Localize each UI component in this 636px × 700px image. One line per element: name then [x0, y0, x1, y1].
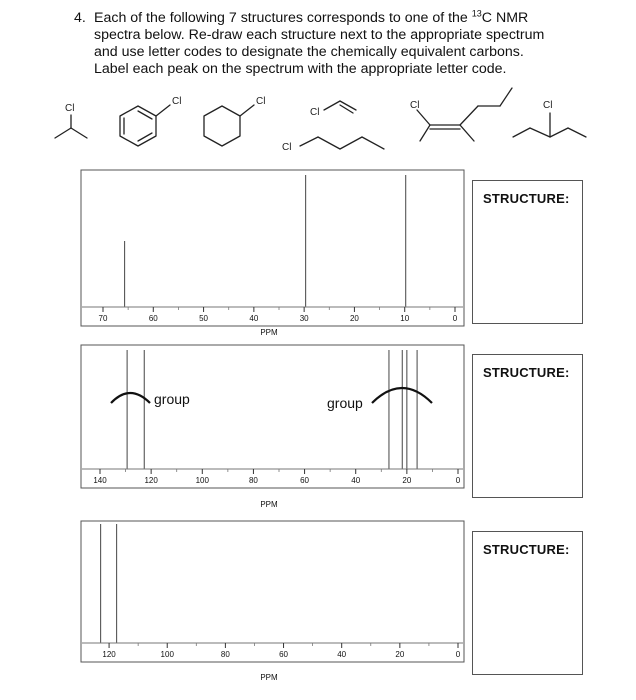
- structure-box-2-label: STRUCTURE:: [483, 365, 570, 380]
- spectrum-2-tick-label: 40: [351, 476, 361, 485]
- spectrum-2-group-label-2: group: [327, 395, 363, 411]
- spectrum-1-tick-label: 50: [199, 314, 209, 323]
- question-text: [74, 10, 594, 78]
- spectrum-3-tick-label: 60: [279, 650, 288, 659]
- structure-chloroalkene: [410, 88, 512, 141]
- spectrum-2-tick-label: 20: [402, 476, 412, 485]
- structure-benzyl-chloride-cl-label: Cl: [172, 96, 182, 107]
- spectrum-3: [0, 516, 470, 691]
- spectrum-3-axis-label: PPM: [260, 673, 278, 682]
- question-number: 4.: [74, 10, 86, 26]
- structure-1-chlorobutane: [282, 137, 384, 153]
- question-line-2: spectra below. Re-draw each structure next to the appropriate spectrum: [94, 27, 545, 43]
- question-line-4: Label each peak on the spectrum with the appropriate letter code.: [94, 61, 507, 77]
- question-line-1: Each of the following 7 structures corresponds to one of the $^{13}$C NMR: [94, 8, 529, 26]
- spectrum-2-tick-label: 100: [195, 476, 209, 485]
- structure-2-chloropropane: [55, 103, 87, 138]
- structure-2-chlorobutane: [513, 100, 586, 137]
- spectrum-1-tick-label: 20: [349, 314, 359, 323]
- spectrum-1-tick-label: 30: [299, 314, 309, 323]
- spectrum-2-tick-label: 80: [248, 476, 258, 485]
- structure-box-1-label: STRUCTURE:: [483, 191, 570, 206]
- spectrum-2-tick-label: 120: [144, 476, 158, 485]
- structure-chloromethylcyclohexane: [204, 96, 265, 146]
- spectrum-2-tick-label: 140: [93, 476, 107, 485]
- structure-row: [0, 85, 636, 165]
- spectrum-3-tick-label: 40: [337, 650, 347, 659]
- spectrum-1-tick-label: 60: [148, 314, 158, 323]
- spectrum-2: [0, 340, 470, 515]
- spectrum-2-tick-label: 60: [300, 476, 310, 485]
- spectrum-3-tick-label: 80: [220, 650, 230, 659]
- spectrum-3-frame: [81, 521, 464, 662]
- spectrum-2-tick-label: 0: [455, 476, 461, 485]
- spectrum-3-tick-label: 0: [455, 650, 461, 659]
- structure-chloromethylcyclohexane-cl-label: Cl: [256, 96, 266, 107]
- structure-allyl-chloride: [310, 101, 356, 118]
- spectrum-1-frame: [81, 170, 464, 326]
- spectrum-3-tick-label: 100: [160, 650, 174, 659]
- structure-allyl-chloride-cl-label: Cl: [310, 107, 320, 118]
- question-line-3: and use letter codes to designate the chemically equivalent carbons.: [94, 44, 524, 60]
- spectrum-1-tick-label: 40: [249, 314, 259, 323]
- structure-chloroalkene-cl-label: Cl: [410, 100, 420, 111]
- spectrum-1-tick-label: 10: [400, 314, 410, 323]
- structure-benzyl-chloride: [120, 96, 181, 146]
- spectrum-1-axis-label: PPM: [260, 328, 278, 337]
- structure-box-3[interactable]: [472, 531, 583, 675]
- structure-2-chloropropane-cl-label: Cl: [65, 103, 75, 114]
- spectrum-2-group-label-1: group: [154, 391, 190, 407]
- spectrum-3-tick-label: 20: [395, 650, 405, 659]
- structure-1-chlorobutane-cl-label: Cl: [282, 142, 292, 153]
- spectrum-1-tick-label: 70: [98, 314, 108, 323]
- spectrum-1: [0, 165, 470, 340]
- structure-box-1[interactable]: [472, 180, 583, 324]
- structure-box-2[interactable]: [472, 354, 583, 498]
- spectrum-1-tick-label: 0: [452, 314, 458, 323]
- structure-box-3-label: STRUCTURE:: [483, 542, 570, 557]
- spectrum-2-axis-label: PPM: [260, 500, 278, 509]
- structure-2-chlorobutane-cl-label: Cl: [543, 100, 553, 111]
- spectrum-3-tick-label: 120: [102, 650, 116, 659]
